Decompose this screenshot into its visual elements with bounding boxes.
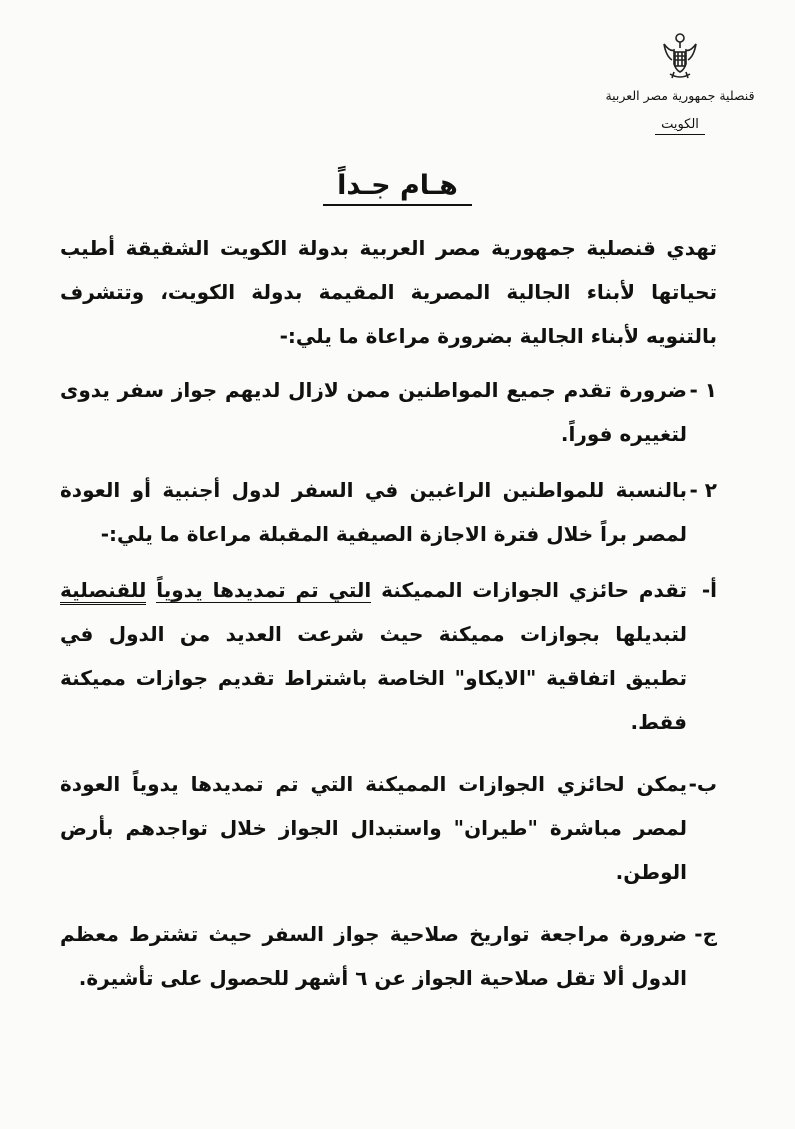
sub-item-marker: أ- (701, 578, 717, 602)
sub-item-text: يمكن لحائزي الجوازات المميكنة التي تم تمديدها يدوياً العودة لمصر مباشرة "طيران" واستبدال الجواز خلال تواجدهم بأرض الوطن. (60, 772, 687, 884)
item-number: ٢ - (689, 478, 717, 502)
sub-item-marker: ج- (694, 922, 717, 946)
sub-item-text (60, 568, 687, 744)
letter-body (60, 226, 717, 1000)
sub-item-c (60, 912, 717, 1000)
intro-paragraph: تهدي قنصلية جمهورية مصر العربية بدولة الكويت الشقيقة أطيب تحياتها لأبناء الجالية المصرية المقيمة بدولة الكويت، وتتشرف بالتنويه لأبناء الجالية بضرورة مراعاة ما يلي:- (60, 236, 717, 348)
sub-item-text-part: لتبديلها بجوازات مميكنة حيث شرعت العديد من الدول في تطبيق اتفاقية "الايكاو" الخاصة باشتراط تقديم جوازات مميكنة فقط. (60, 622, 687, 734)
sub-item-a (60, 568, 717, 744)
eagle-emblem-icon (656, 30, 704, 84)
page-title: هـام جـداً (323, 170, 472, 206)
sub-item-text-part: تقدم حائزي الجوازات المميكنة (371, 578, 687, 602)
double-underlined-phrase: للقنصلية (60, 578, 146, 605)
sub-item-marker: ب- (688, 772, 717, 796)
city-name: الكويت (655, 116, 705, 135)
sub-item-text: ضرورة مراجعة تواريخ صلاحية جواز السفر حيث تشترط معظم الدول ألا تقل صلاحية الجواز عن ٦ أشهر للحصول على تأشيرة. (60, 922, 687, 990)
item-text: ضرورة تقدم جميع المواطنين ممن لازال لديهم جواز سفر يدوى لتغييره فوراً. (60, 378, 687, 446)
item-text: بالنسبة للمواطنين الراغبين في السفر لدول أجنبية أو العودة لمصر براً خلال فترة الاجازة الصيفية المقبلة مراعاة ما يلي:- (60, 478, 687, 546)
sub-item-b (60, 762, 717, 894)
underlined-phrase: التي تم تمديدها يدوياً (156, 578, 372, 602)
consulate-name: قنصلية جمهورية مصر العربية (605, 88, 755, 103)
item-number: ١ - (689, 378, 717, 402)
list-item (60, 368, 717, 456)
list-item (60, 468, 717, 556)
sub-item-text-part (146, 578, 156, 602)
letterhead (605, 30, 755, 135)
